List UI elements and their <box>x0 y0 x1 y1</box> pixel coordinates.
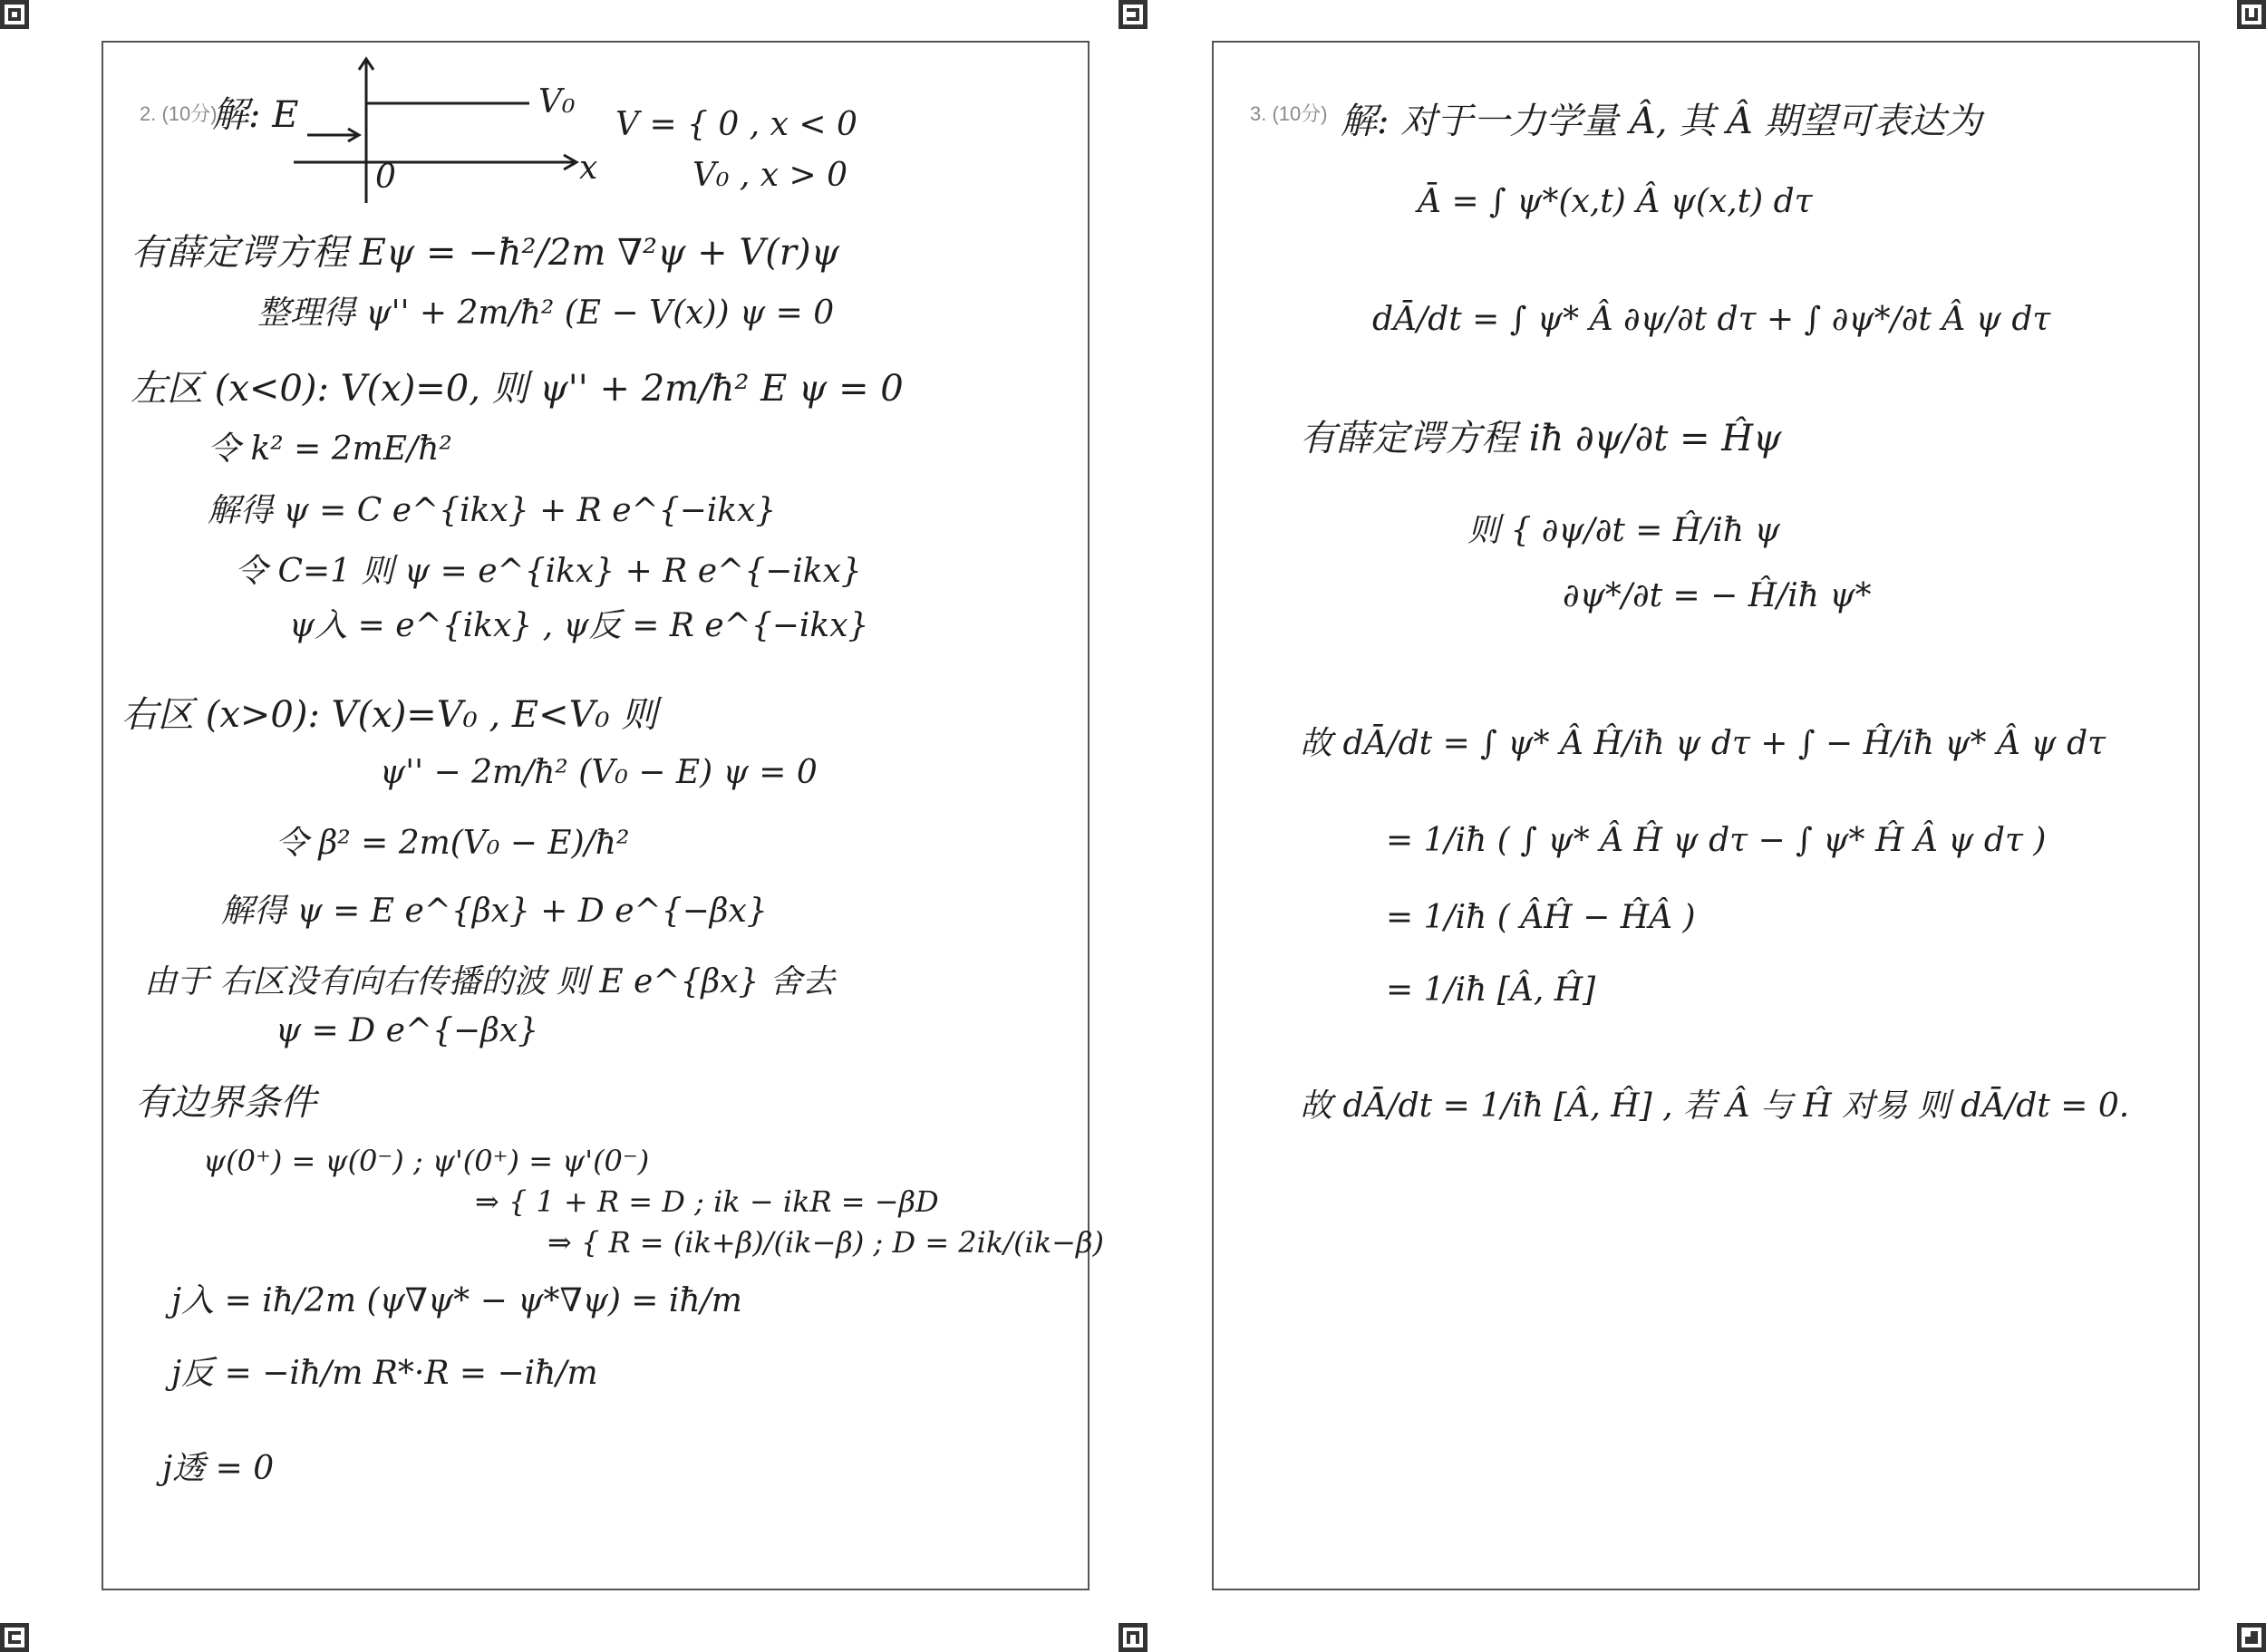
commutator-line: = 1/iħ [Â, Ĥ] <box>1386 971 1596 1009</box>
origin-label: 0 <box>375 159 396 196</box>
potential-def-line-2: V₀ , x > 0 <box>692 157 848 194</box>
c-equals-one-line: 令 C=1 则 ψ = e^{ikx} + R e^{−ikx} <box>235 553 862 590</box>
k-definition-line: 令 k² = 2mE/ħ² <box>208 430 452 468</box>
boundary-conditions-line: ψ(0⁺) = ψ(0⁻) ; ψ'(0⁺) = ψ'(0⁻) <box>203 1144 650 1178</box>
schrodinger-eq-line: 有薛定谔方程 Eψ = −ħ²/2m ∇²ψ + V(r)ψ <box>131 232 839 274</box>
v0-label: V₀ <box>538 83 576 121</box>
factor-out-line: = 1/iħ ( ∫ ψ* Â Ĥ ψ dτ − ∫ ψ* Ĥ Â ψ dτ ) <box>1386 822 2047 859</box>
conclusion-line: 故 dĀ/dt = 1/iħ [Â, Ĥ] , 若 Â 与 Ĥ 对易 则 dĀ/dt = 0. <box>1300 1087 2130 1125</box>
incident-current-line: j入 = iħ/2m (ψ∇ψ* − ψ*∇ψ) = iħ/m <box>171 1282 742 1319</box>
boundary-system-line: ⇒ { 1 + R = D ; ik − ikR = −βD <box>475 1184 939 1219</box>
answer-sheet-left <box>102 41 1104 1590</box>
question-label: 3. (10分) <box>1250 102 1328 125</box>
psi-star-derivative-line: ∂ψ*/∂t = − Ĥ/iħ ψ* <box>1563 577 1872 614</box>
x-axis-label: x <box>579 150 598 187</box>
reflected-current-line: j反 = −iħ/m R*·R = −iħ/m <box>171 1355 598 1392</box>
psi-derivative-line: 则 { ∂ψ/∂t = Ĥ/iħ ψ <box>1467 512 1780 549</box>
discard-growing-term-line: 由于 右区没有向右传播的波 则 E e^{βx} 舍去 <box>144 963 835 1000</box>
incident-reflected-waves-line: ψ入 = e^{ikx} , ψ反 = R e^{−ikx} <box>289 607 869 644</box>
boundary-solution-line: ⇒ { R = (ik+β)/(ik−β) ; D = 2ik/(ik−β) <box>547 1225 1104 1260</box>
corner-marker-top-right <box>2237 0 2266 29</box>
answer-sheet-right <box>1212 41 2200 1590</box>
right-region-eq-line: ψ'' − 2m/ħ² (V₀ − E) ψ = 0 <box>380 754 818 791</box>
right-solution-line: 解得 ψ = E e^{βx} + D e^{−βx} <box>221 893 768 930</box>
corner-marker-bottom-center <box>1118 1623 1148 1652</box>
rearranged-eq-line: 整理得 ψ'' + 2m/ħ² (E − V(x)) ψ = 0 <box>257 295 835 332</box>
time-derivative-line: dĀ/dt = ∫ ψ* Â ∂ψ/∂t dτ + ∫ ∂ψ*/∂t Â ψ dτ <box>1372 301 2051 338</box>
left-region-line: 左区 (x<0): V(x)=0, 则 ψ'' + 2m/ħ² E ψ = 0 <box>131 368 904 410</box>
substitution-line: 故 dĀ/dt = ∫ ψ* Â Ĥ/iħ ψ dτ + ∫ − Ĥ/iħ ψ* Â ψ dτ <box>1300 725 2106 762</box>
transmitted-wave-line: ψ = D e^{−βx} <box>276 1012 539 1049</box>
schrodinger-eq-line: 有薛定谔方程 iħ ∂ψ/∂t = Ĥψ <box>1300 418 1782 459</box>
expectation-intro-line: 解: 对于一力学量 Â, 其 Â 期望可表达为 <box>1341 101 1982 142</box>
corner-marker-top-left <box>0 0 29 29</box>
boundary-conditions-heading: 有边界条件 <box>135 1082 316 1124</box>
potential-def-line-1: V = { 0 , x < 0 <box>615 106 857 143</box>
beta-definition-line: 令 β² = 2m(V₀ − E)/ħ² <box>276 825 630 862</box>
expectation-definition-line: Ā = ∫ ψ*(x,t) Â ψ(x,t) dτ <box>1418 183 1813 220</box>
question-label: 2. (10分) <box>140 102 218 125</box>
solution-start-line: 解: E <box>212 94 299 136</box>
left-solution-line: 解得 ψ = C e^{ikx} + R e^{−ikx} <box>208 492 777 529</box>
right-region-line: 右区 (x>0): V(x)=V₀ , E<V₀ 则 <box>121 694 658 736</box>
corner-marker-top-center <box>1118 0 1148 29</box>
corner-marker-bottom-left <box>0 1623 29 1652</box>
corner-marker-bottom-right <box>2237 1623 2266 1652</box>
operator-difference-line: = 1/iħ ( ÂĤ − ĤÂ ) <box>1386 899 1696 936</box>
transmitted-current-line: j透 = 0 <box>162 1450 275 1487</box>
